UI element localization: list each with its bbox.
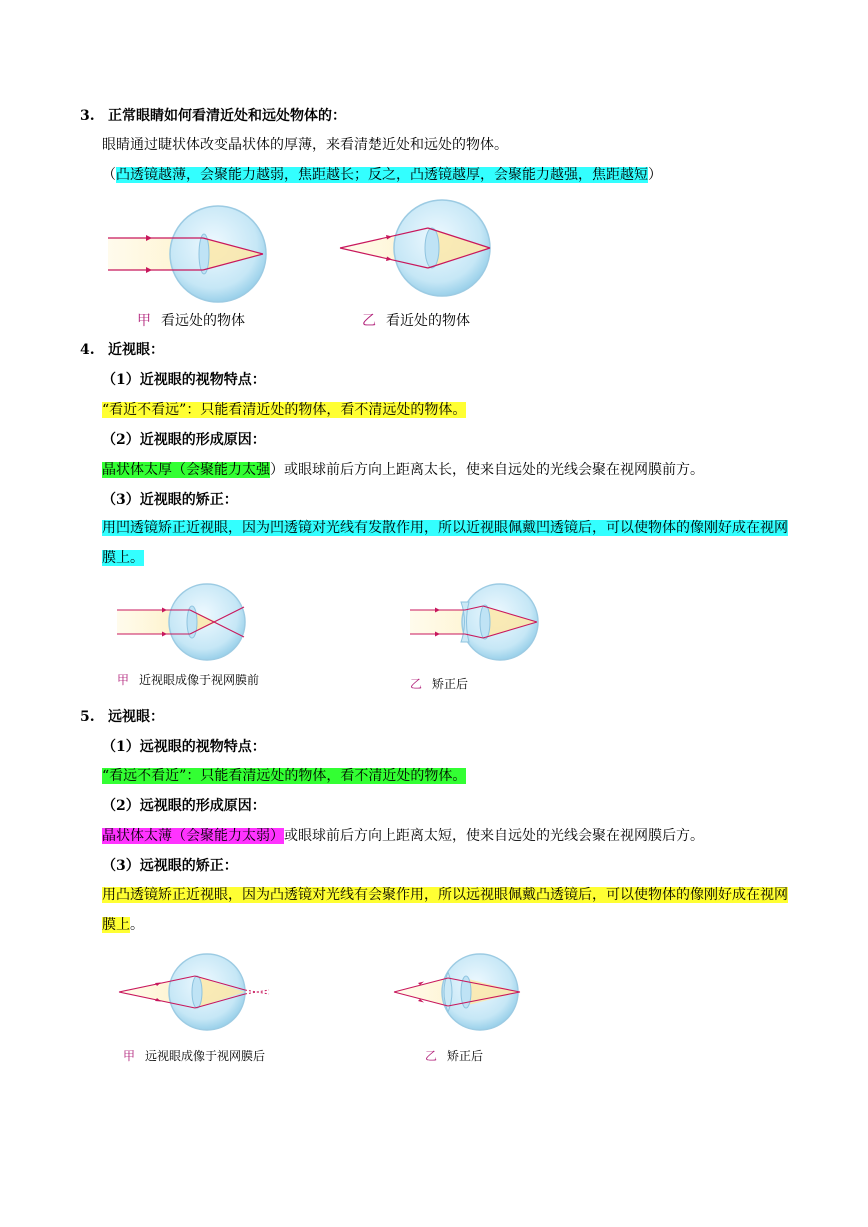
section-title: 正常眼睛如何看清近处和远处物体的： [108, 108, 346, 124]
subheading: （2）近视眼的形成原因： [102, 432, 266, 448]
section-5-heading [80, 707, 164, 727]
section-3-text: 眼睛通过睫状体改变晶状体的厚薄，来看清楚近处和远处的物体。 [102, 137, 508, 153]
eye-diagram-near [338, 198, 508, 308]
section-4-heading [80, 340, 164, 360]
section-5-text-1: “看远不看近”：只能看清远处的物体，看不清近处的物体。 [102, 768, 467, 784]
section-title: 远视眼： [108, 709, 164, 725]
eye-diagram-far [108, 198, 278, 308]
section-number: 5. [80, 709, 95, 725]
myopia-corrected-eye-diagram [405, 582, 545, 666]
section-4-text-3: 用凹透镜矫正近视眼，因为凹透镜对光线有发散作用，所以近视眼佩戴凹透镜后，可以使物体的像刚好成在视网膜上。 [102, 520, 788, 566]
section-5-text-3: 用凸透镜矫正近视眼，因为凸透镜对光线有会聚作用，所以远视眼佩戴凸透镜后，可以使物体的像刚好成在视网膜上。 [102, 887, 788, 933]
section-4-text-2: 晶状体太厚（会聚能力太强）或眼球前后方向上距离太长，使来自远处的光线会聚在视网膜前方。 [102, 462, 704, 478]
figure-caption-myopia-corrected: 乙 矫正后 [410, 677, 469, 691]
section-4-text-1: “看近不看远”：只能看清近处的物体，看不清远处的物体。 [102, 402, 467, 418]
section-number: 4. [80, 342, 95, 358]
highlight-note: 凸透镜越薄，会聚能力越弱，焦距越长；反之，凸透镜越厚，会聚能力越强，焦距越短 [116, 167, 648, 183]
hyperopia-corrected-eye-diagram [390, 950, 530, 1036]
figure-caption-myopia: 甲 近视眼成像于视网膜前 [117, 673, 260, 687]
section-5-text-2: 晶状体太薄（会聚能力太弱）或眼球前后方向上距离太短，使来自远处的光线会聚在视网膜后方。 [102, 828, 704, 844]
figure-caption-hyperopia: 甲 远视眼成像于视网膜后 [123, 1049, 266, 1063]
section-number: 3. [80, 108, 95, 124]
figure-caption-near: 乙 看近处的物体 [362, 313, 470, 329]
figure-caption-hyperopia-corrected: 乙 矫正后 [425, 1049, 484, 1063]
myopia-eye-diagram [112, 582, 252, 666]
section-3-note: （凸透镜越薄，会聚能力越弱，焦距越长；反之，凸透镜越厚，会聚能力越强，焦距越短） [102, 167, 662, 183]
subheading: （2）远视眼的形成原因： [102, 798, 266, 814]
subheading: （3）近视眼的矫正： [102, 492, 238, 508]
subheading: （1）近视眼的视物特点： [102, 372, 266, 388]
figure-caption-far: 甲 看远处的物体 [137, 313, 245, 329]
subheading: （3）远视眼的矫正： [102, 858, 238, 874]
subheading: （1）远视眼的视物特点： [102, 739, 266, 755]
section-3-heading [80, 106, 346, 126]
section-title: 近视眼： [108, 342, 164, 358]
hyperopia-eye-diagram [115, 950, 275, 1036]
